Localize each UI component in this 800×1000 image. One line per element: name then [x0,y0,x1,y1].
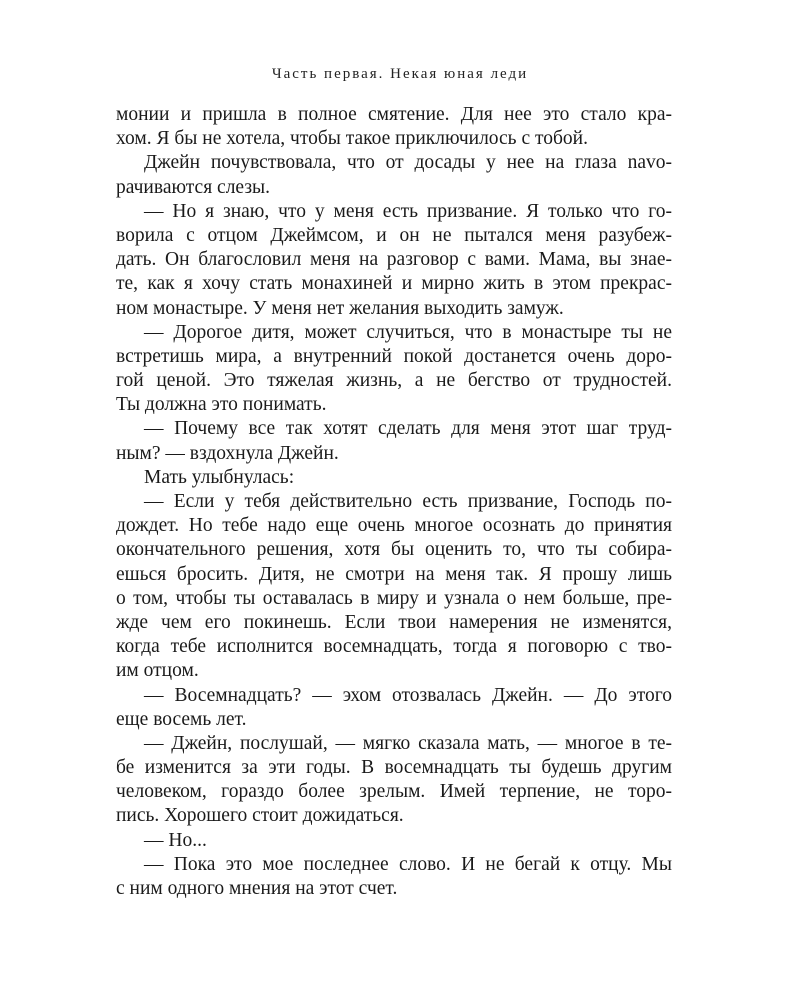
text-line: монии и пришла в полное смятение. Для нее это стало кра- [116,104,672,125]
text-line: — Если у тебя действительно есть призвание, Господь по- [144,491,672,512]
text-line: ворила с отцом Джеймсом, и он не пытался меня разубеж- [116,224,672,246]
text-line: те, как я хочу стать монахиней и мирно жить в этом прекрас- [116,273,672,295]
text-line: о том, чтобы ты оставалась в миру и узнала о нем больше, пре- [116,587,672,609]
text-line: ешься бросить. Дитя, не смотри на меня так. Я прошу лишь [116,563,672,585]
text-line: встретишь мира, а внутренний покой достанется очень доро- [116,345,672,367]
text-line: Мать улыбнулась: [144,466,295,488]
text-line: человеком, гораздо более зрелым. Имей терпение, не торо- [116,781,672,803]
text-line: ном монастыре. У меня нет желания выходить замуж. [116,297,564,319]
text-line: Джейн почувствовала, что от досады у нее на глаза navo- [144,152,672,174]
text-line: — Но я знаю, что у меня есть призвание. Я только что го- [144,200,672,222]
text-line: дождет. Но тебе надо еще очень многое осознать до принятия [116,515,672,537]
text-line: с ним одного мнения на этот счет. [116,878,398,899]
text-line: — Джейн, послушай, — мягко сказала мать, — многое в те- [144,732,672,754]
text-line: рачиваются слезы. [116,176,271,198]
text-line: ным? — вздохнула Джейн. [116,442,339,464]
text-line: окончательного решения, хотя бы оценить то, что ты собира- [116,539,672,561]
text-line: гой ценой. Это тяжелая жизнь, а не бегство от трудностей. [116,370,672,392]
text-line: еще восемь лет. [116,708,247,730]
text-line: хом. Я бы не хотела, чтобы такое приключилось с тобой. [116,128,588,150]
text-line: жде чем его покинешь. Если твои намерения не изменятся, [116,611,672,633]
text-line: бе изменится за эти годы. В восемнадцать ты будешь другим [116,757,672,779]
text-line: пись. Хорошего стоит дожидаться. [116,805,404,827]
text-line: им отцом. [116,660,199,682]
running-head: Часть первая. Некая юная леди [271,66,529,82]
text-line: — Пока это мое последнее слово. И не бегай к отцу. Мы [144,853,672,875]
text-line: — Но... [144,829,207,851]
text-line: — Почему все так хотят сделать для меня этот шаг труд- [144,418,672,440]
text-line: Ты должна это понимать. [116,394,327,416]
text-line: когда тебе исполнится восемнадцать, тогда я поговорю с тво- [116,636,672,658]
text-line: дать. Он благословил меня на разговор с вами. Мама, вы знае- [116,249,672,271]
body-text [116,103,672,901]
text-line: — Дорогое дитя, может случиться, что в монастыре ты не [144,321,672,343]
text-line: — Восемнадцать? — эхом отозвалась Джейн. — До этого [144,684,672,706]
